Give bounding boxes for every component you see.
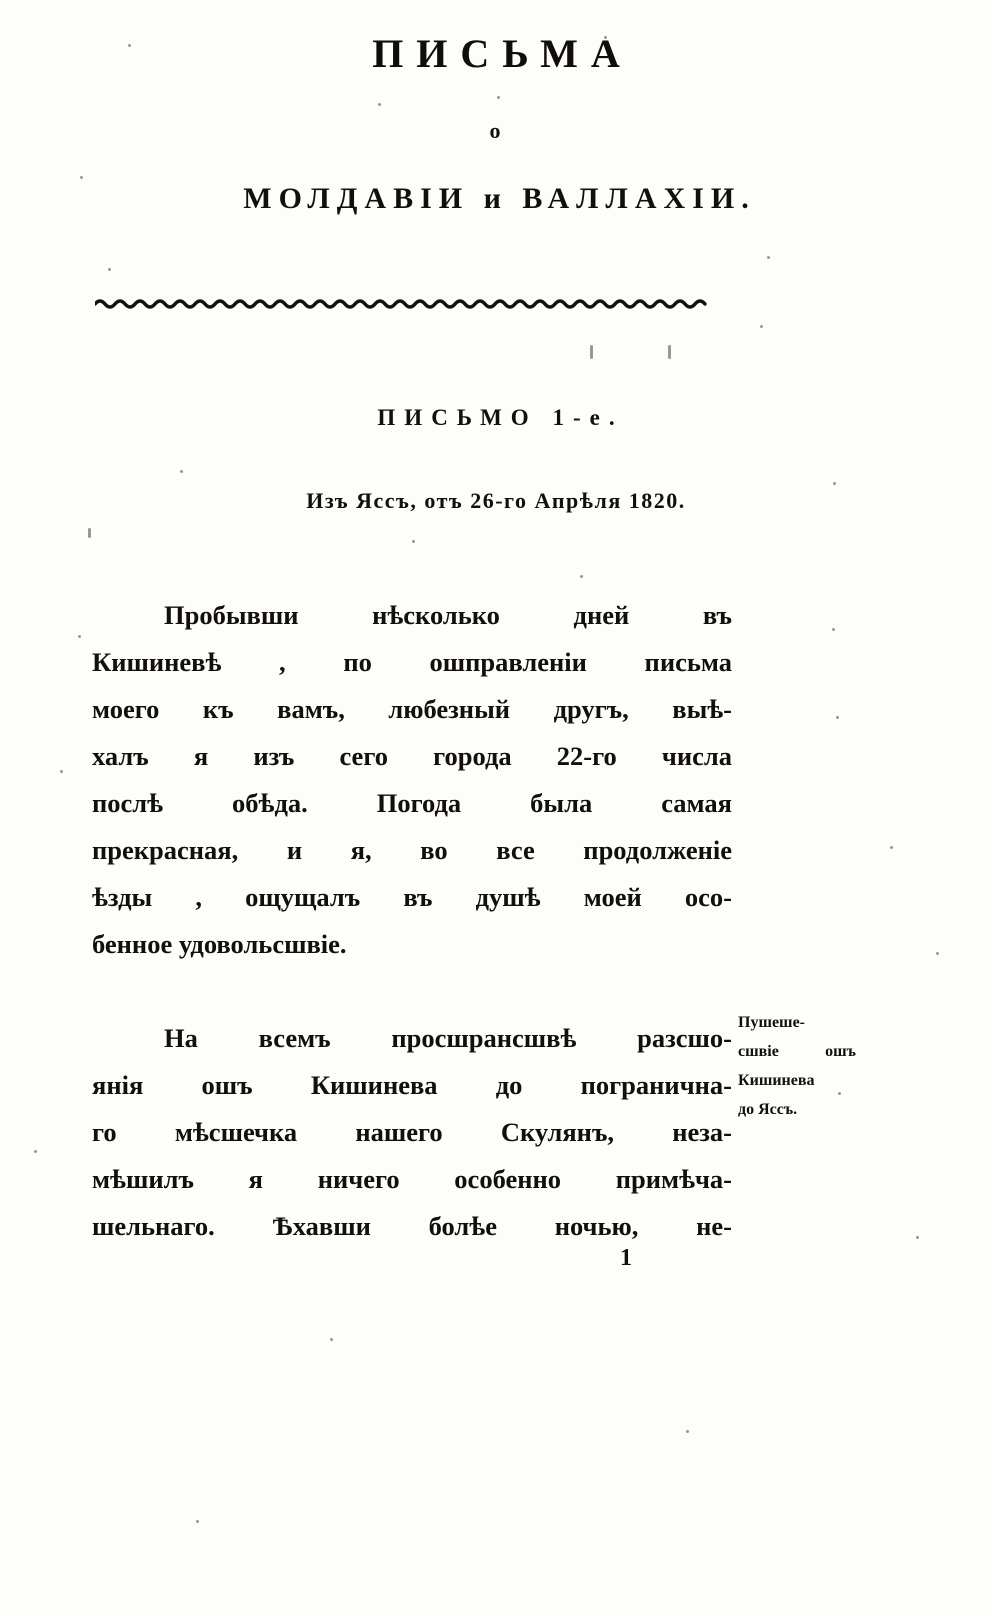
text-line: Пробывши нѣсколько дней въ <box>164 600 732 630</box>
text-line: бенное удовольсшвіе. <box>92 929 347 959</box>
paper-speck <box>60 770 63 773</box>
text-line: мѣшилъ я ничего особенно примѣча- <box>92 1164 732 1194</box>
paper-speck <box>833 482 836 485</box>
paper-speck <box>497 96 500 99</box>
text-line: ѣзды , ощущалъ въ душѣ моей осо- <box>92 882 732 912</box>
paper-speck <box>767 256 770 259</box>
text-line: янія ошъ Кишинева до погранична- <box>92 1070 732 1100</box>
text-line: шельнаго. Ѣхавши болѣе ночью, не- <box>92 1211 732 1241</box>
letter-dateline: Изъ Яссъ, отъ 26-го Апрѣля 1820. <box>306 488 686 513</box>
paper-speck <box>580 575 583 578</box>
paper-speck <box>80 176 83 179</box>
text-line: го мѣсшечка нашего Скулянъ, неза- <box>92 1117 732 1147</box>
marginal-note-line: Кишинева <box>738 1072 815 1089</box>
ornamental-divider <box>95 296 725 310</box>
paper-speck <box>936 952 939 955</box>
paper-speck <box>180 470 183 473</box>
paper-speck <box>916 1236 919 1239</box>
marginal-note <box>738 1008 856 1124</box>
text-line: На всемъ просшрансшвѣ разсшо- <box>164 1023 732 1053</box>
paper-speck <box>890 846 893 849</box>
paper-speck <box>590 345 593 359</box>
text-line: послѣ обѣда. Погода была самая <box>92 788 732 818</box>
paper-speck <box>34 1150 37 1153</box>
paper-speck <box>832 628 835 631</box>
paper-speck <box>836 716 839 719</box>
paper-speck <box>686 1430 689 1433</box>
paragraph-1 <box>92 592 732 968</box>
marginal-note-line: до Яссъ. <box>738 1101 798 1118</box>
paper-speck <box>760 325 763 328</box>
page-number: 1 <box>620 1245 632 1271</box>
book-subtitle: МОЛДАВІИ и ВАЛЛАХІИ. <box>243 182 756 215</box>
text-line: моего къ вамъ, любезный другъ, выѣ- <box>92 694 732 724</box>
paper-speck <box>412 540 415 543</box>
paper-speck <box>196 1520 199 1523</box>
paper-speck <box>668 345 671 359</box>
title-connector: о <box>489 118 503 143</box>
marginal-note-line: сшвіе ошъ <box>738 1043 856 1060</box>
paper-speck <box>88 528 91 538</box>
letter-heading: ПИСЬМО 1-е. <box>377 405 624 430</box>
paper-speck <box>108 268 111 271</box>
text-line: Кишиневѣ , по ошправленіи письма <box>92 647 732 677</box>
paper-speck <box>78 635 81 638</box>
text-line: прекрасная, и я, во все продолженіе <box>92 835 732 865</box>
paper-speck <box>378 103 381 106</box>
marginal-note-line: Пушеше- <box>738 1014 805 1031</box>
book-title: ПИСЬМА <box>372 31 633 76</box>
text-line: халъ я изъ сего города 22-го числа <box>92 741 732 771</box>
paper-speck <box>330 1338 333 1341</box>
body-text-column <box>92 592 732 1250</box>
paragraph-2 <box>92 1015 732 1250</box>
